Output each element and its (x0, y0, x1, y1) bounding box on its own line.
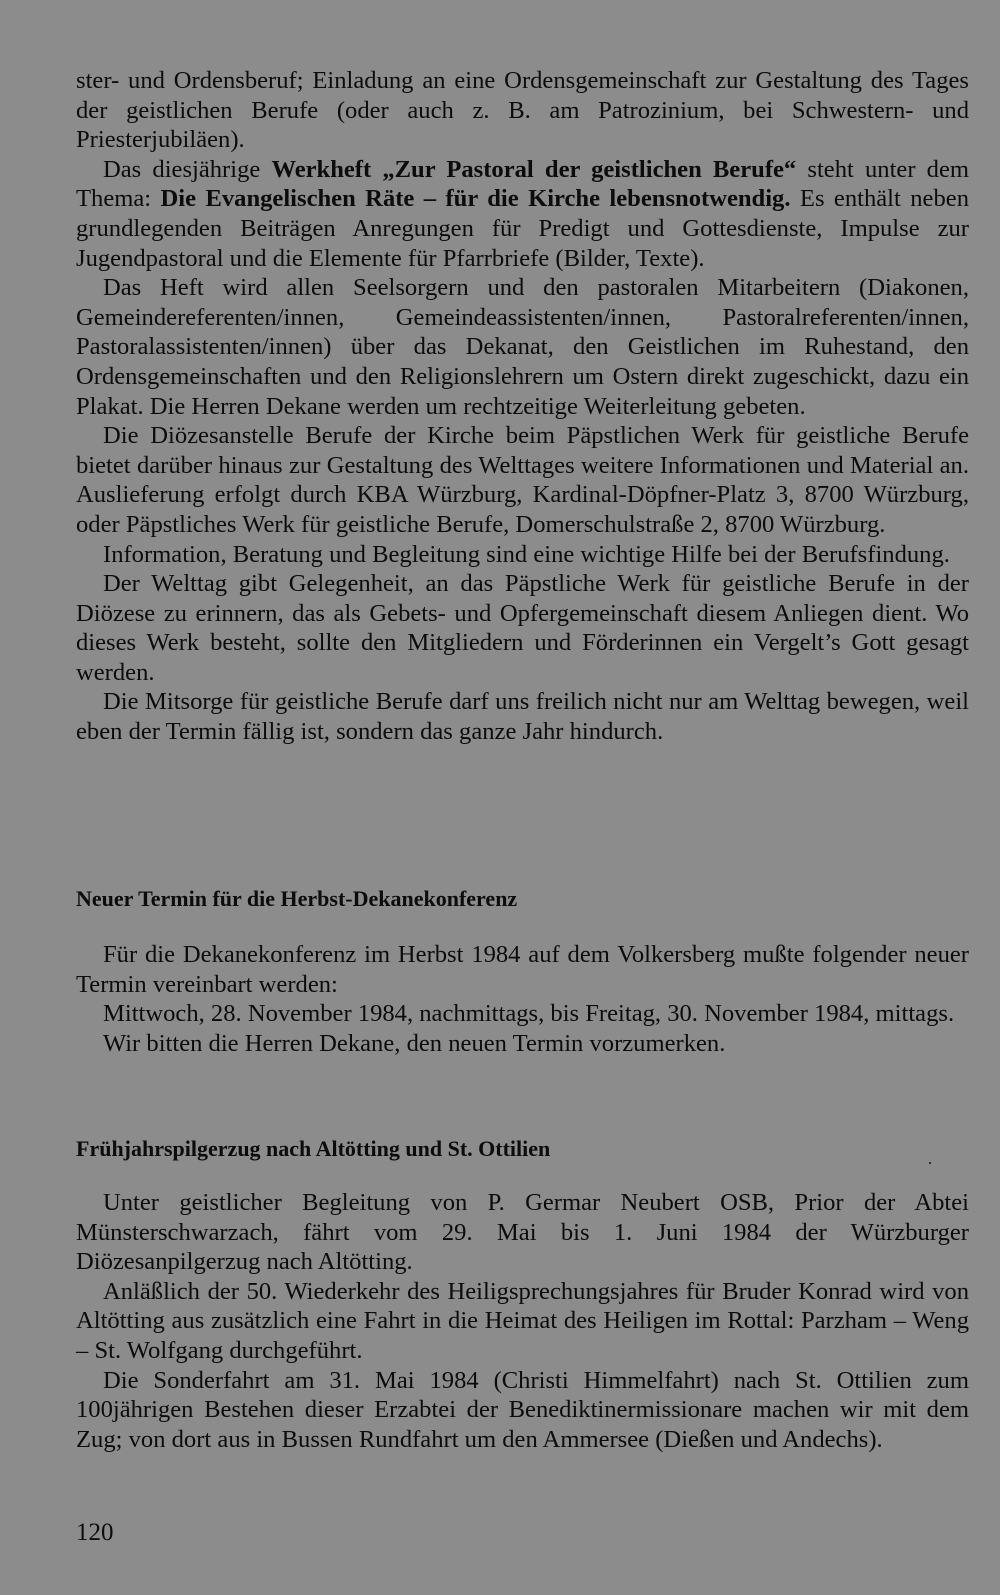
print-speck (929, 1162, 931, 1164)
paragraph-heft-distribution: Das Heft wird allen Seelsorgern und den pastoralen Mitarbeitern (Diakonen, Gemeindereferenten/innen, Gemeindeassistenten/innen, Pastoralreferenten/innen, Pastoralassistenten/innen) über das Dekanat, den Geistlichen im Ruhestand, den Ordensgemeinschaften und den Religionslehrern um Ostern direkt zugeschickt, dazu ein Plakat. Die Herren Dekane werden um rechtzeitige Weiterleitung gebeten. (76, 274, 969, 420)
section-pilgerzug (76, 1188, 969, 1454)
werkheft-rest: Es enthält neben grundlegenden Beiträgen Anregungen für Predigt und Gottesdienste, Impulse zur Jugendpastoral und die Elemente für Pfarrbriefe (Bilder, Texte). (76, 185, 969, 272)
werkheft-intro: Das diesjährige (103, 155, 272, 183)
paragraph-vormerken: Wir bitten die Herren Dekane, den neuen Termin vorzumerken. (103, 1029, 726, 1057)
paragraph-continuation: ster- und Ordensberuf; Einladung an eine Ordensgemeinschaft zur Gestaltung des Tages der geistlichen Berufe (oder auch z. B. am Patrozinium, bei Schwestern- und Priesterjubiläen). (76, 67, 969, 154)
paragraph-termin-date: Mittwoch, 28. November 1984, nachmittags, bis Freitag, 30. November 1984, mittags. (103, 1000, 955, 1028)
paragraph-sonderfahrt: Die Sonderfahrt am 31. Mai 1984 (Christi Himmelfahrt) nach St. Ottilien zum 100jährigen Bestehen dieser Erzabtei der Benediktinermissionare machen wir mit dem Zug; von dort aus in Bussen Rundfahrt um den Ammersee (Dießen und Andechs). (76, 1366, 969, 1453)
paragraph-dekanekonferenz: Für die Dekanekonferenz im Herbst 1984 auf dem Volkersberg mußte folgender neuer Termin vereinbart werden: (76, 941, 969, 998)
section-dekanekonferenz (76, 940, 969, 1058)
heading-herbst-dekanekonferenz: Neuer Termin für die Herbst-Dekanekonferenz (76, 886, 518, 911)
section-welttag (76, 66, 969, 747)
werkheft-theme: Die Evangelischen Räte – für die Kirche lebensnotwendig. (160, 185, 791, 213)
paragraph-bruder-konrad: Anläßlich der 50. Wiederkehr des Heiligsprechungsjahres für Bruder Konrad wird von Altötting aus zusätzlich eine Fahrt in die Heimat des Heiligen im Rottal: Parzham – Weng – St. Wolfgang durchgeführt. (76, 1277, 969, 1364)
paragraph-mitsorge: Die Mitsorge für geistliche Berufe darf uns freilich nicht nur am Welttag bewegen, weil eben der Termin fällig ist, sondern das ganze Jahr hindurch. (76, 688, 969, 746)
paragraph-werkheft (76, 155, 969, 273)
paragraph-information: Information, Beratung und Begleitung sind eine wichtige Hilfe bei der Berufsfindung. (103, 540, 950, 568)
paragraph-welttag: Der Welttag gibt Gelegenheit, an das Päpstliche Werk für geistliche Berufe in der Diözese zu erinnern, das als Gebets- und Opfergemeinschaft diesem Anliegen dient. Wo dieses Werk besteht, sollte den Mitgliedern und Förderinnen ein Vergelt’s Gott gesagt werden. (76, 570, 969, 686)
heading-pilgerzug: Frühjahrspilgerzug nach Altötting und St. Ottilien (76, 1136, 551, 1161)
werkheft-mid: steht unter dem Thema: (76, 155, 969, 213)
paragraph-pilgerzug-begleitung: Unter geistlicher Begleitung von P. Germar Neubert OSB, Prior der Abtei Münsterschwarzach, fährt vom 29. Mai bis 1. Juni 1984 der Würzburger Diözesanpilgerzug nach Altötting. (76, 1189, 969, 1276)
werkheft-title: Werkheft „Zur Pastoral der geistlichen Berufe“ (271, 155, 797, 183)
page-number: 120 (76, 1519, 114, 1546)
paragraph-dioezesanstelle: Die Diözesanstelle Berufe der Kirche beim Päpstlichen Werk für geistliche Berufe bietet darüber hinaus zur Gestaltung des Welttages weitere Informationen und Material an. Auslieferung erfolgt durch KBA Würzburg, Kardinal-Döpfner-Platz 3, 8700 Würzburg, oder Päpstliches Werk für geistliche Berufe, Domerschulstraße 2, 8700 Würzburg. (76, 422, 969, 538)
